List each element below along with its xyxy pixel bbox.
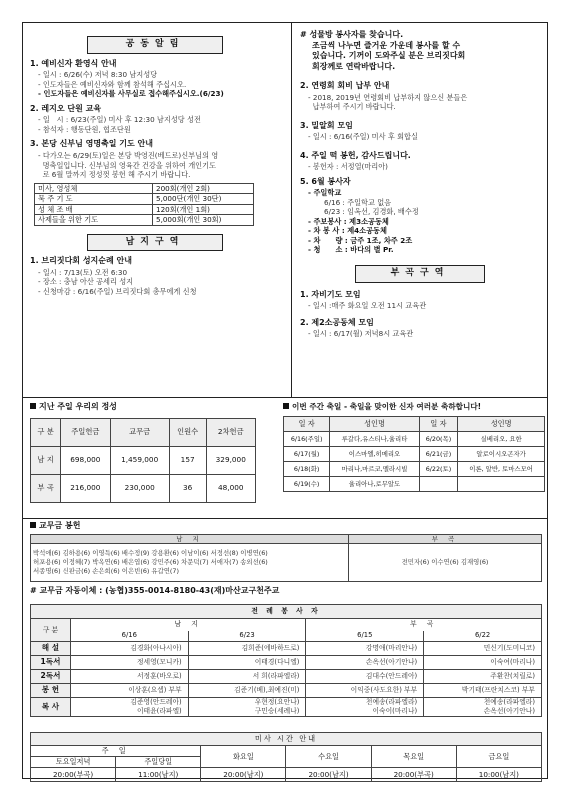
pilgrimage-section (30, 256, 280, 296)
offering-value: 698,000 (61, 446, 110, 474)
offering-value: 329,000 (206, 446, 255, 474)
feast-table (283, 416, 545, 492)
service-person: 김대수(안드레아) (306, 670, 424, 684)
prayer-table (34, 183, 254, 226)
volunteer-notice (300, 30, 540, 72)
service-person: 천예송(라파엘라) 손옥선(아기안나) (424, 698, 542, 717)
feast-header-cell: 성인명 (330, 417, 419, 432)
volunteer-line: 6/23 : 임옥선, 김경화, 배수정 (324, 207, 419, 217)
feast-saints: 율리아나,로무알도 (330, 477, 419, 492)
mass-day-header: 주일당일 (116, 757, 201, 768)
service-person: 김희준(에바하드로) (188, 642, 306, 656)
volunteer-line: 회장께로 연락바랍니다. (312, 61, 396, 71)
service-person: 이익중(사도요한) 부부 (306, 684, 424, 698)
notice-section (300, 151, 540, 172)
notice-title: 3. 밀알회 모임 (300, 120, 353, 130)
service-row (31, 642, 542, 656)
prayer-item: 성 체 조 배 (35, 204, 153, 215)
june-volunteers-section (300, 177, 540, 255)
feast-saints: 이스마엘,히메리오 (330, 447, 419, 462)
prayer-row (35, 183, 254, 194)
pilgrimage-line: - 신청마감 : 6/16(주일) 브리짓다회 총무에게 신청 (38, 286, 197, 296)
feast-row (284, 462, 545, 477)
notice-title: 1. 예비신자 환영식 안내 (30, 58, 117, 68)
bugok-sections (300, 290, 540, 339)
notice-line: - 일시 :매주 화요일 오전 11시 교육관 (308, 301, 427, 311)
service-person: 주환찬(치릴로) (424, 670, 542, 684)
notice-section (300, 290, 540, 311)
feast-date: 6/19(수) (284, 477, 330, 492)
mass-day-header: 금요일 (456, 746, 541, 768)
mass-table (30, 732, 542, 782)
service-region-row (31, 619, 542, 631)
feast-date: 6/21(금) (419, 447, 458, 462)
offering-row (31, 474, 256, 502)
feast-row (284, 447, 545, 462)
prayer-count: 120회(개인 1회) (153, 204, 254, 215)
feast-date: 6/22(토) (419, 462, 458, 477)
service-role: 1독서 (31, 656, 71, 670)
pilgrimage-line: - 일시 : 7/13(토) 오전 6:30 (38, 267, 128, 277)
notice-section (30, 59, 280, 99)
service-person: 이숙여(마리나) (424, 656, 542, 670)
offering-header-cell: 2차헌금 (206, 418, 255, 446)
feast-row (284, 477, 545, 492)
notice-line: - 참석자 : 행동단원, 협조단원 (38, 124, 131, 134)
column-divider (291, 23, 292, 397)
mass-time-row (31, 768, 542, 782)
notice-title: 1. 자비기도 모임 (300, 289, 361, 299)
volunteer-line: - 차 량 : 금주 1조, 차주 2조 (308, 235, 413, 245)
mass-time: 10:00(남지) (456, 768, 541, 782)
mass-title-row (31, 733, 542, 746)
volunteer-line: 6/16 : 주일학교 없음 (324, 197, 392, 207)
notice-title: 2. 연령회 회비 납부 안내 (300, 81, 390, 91)
service-region: 남 지 (70, 619, 306, 631)
service-date: 6/22 (424, 631, 542, 642)
service-person: 서정훈(바오로) (70, 670, 188, 684)
service-role: 해 설 (31, 642, 71, 656)
notice-line: - 2018, 2019년 연령회비 납부하지 않으신 분들은 (308, 92, 468, 102)
feast-saints: 알로이시오곤자가 (458, 447, 545, 462)
offering-row (31, 446, 256, 474)
notice-line: 로 6월 말까지 정성껏 봉헌 해 주시기 바랍니다. (38, 170, 191, 180)
mass-day-header: 토요일저녁 (31, 757, 116, 768)
service-row (31, 684, 542, 698)
auto-transfer-account: # 교무금 자동이체 : (농협)355-0014-8180-43(재)마산교구천주교 (30, 586, 280, 595)
feast-date: 6/16(주일) (284, 432, 330, 447)
offering-header-row (31, 418, 256, 446)
pilgrimage-title: 1. 브리짓다회 성지순례 안내 (30, 256, 132, 266)
service-row (31, 670, 542, 684)
prayer-row (35, 215, 254, 226)
service-date: 6/15 (306, 631, 424, 642)
service-person: 강명애(마리안나) (306, 642, 424, 656)
prayer-count: 200회(개인 2회) (153, 183, 254, 194)
service-person: 이태경(다니엘) (188, 656, 306, 670)
notice-section (300, 81, 540, 112)
feast-header-cell: 일 자 (419, 417, 458, 432)
square-bullet-icon (283, 403, 289, 409)
service-person: 민신기(도미니코) (424, 642, 542, 656)
mass-time: 11:00(남지) (116, 768, 201, 782)
volunteer-line: 있습니다. 기꺼이 도와주실 분은 브리짓다회 (312, 51, 466, 61)
dues-block (30, 521, 542, 597)
mass-time: 20:00(부곡) (371, 768, 456, 782)
service-region: 부 곡 (306, 619, 542, 631)
feast-date (419, 477, 458, 492)
mass-header-row (31, 746, 542, 757)
common-notice-header: 공동알림 (87, 36, 223, 54)
offering-value: 230,000 (110, 474, 169, 502)
service-title-row (31, 605, 542, 619)
volunteer-line: - 주보봉사 : 제3소공동체 (308, 216, 389, 226)
offering-region: 남 지 (31, 446, 61, 474)
notice-line: - 일 시 : 6/23(주일) 미사 후 12:30 남지성당 성전 (38, 115, 201, 125)
dues-namji-list (31, 544, 349, 582)
notice-title: 3. 본당 신부님 영명축일 기도 안내 (30, 139, 153, 149)
pilgrimage-line: - 장소 : 충남 아산 공세리 성지 (38, 277, 134, 287)
mass-time: 20:00(남지) (286, 768, 371, 782)
service-date: 6/23 (188, 631, 306, 642)
notice-line: - 인도자들은 예비신자와 함께 참석해 주십시오. (38, 79, 187, 89)
service-person: 서 희(라파엘라) (188, 670, 306, 684)
offering-value: 36 (169, 474, 206, 502)
feast-date: 6/20(목) (419, 432, 458, 447)
notice-line: 납부하여 주시기 바랍니다. (308, 102, 396, 112)
service-role: 봉 헌 (31, 684, 71, 698)
service-date: 6/16 (70, 631, 188, 642)
service-person: 우현정(요안나) 구민승(세례나) (188, 698, 306, 717)
prayer-count: 5,000단(개인 30단) (153, 194, 254, 205)
june-volunteers-title: 5. 6월 봉사자 (300, 176, 351, 186)
left-sections (30, 59, 280, 180)
square-bullet-icon (30, 522, 36, 528)
notice-section (30, 104, 280, 135)
service-person: 김준영(안드레아) 이태윤(라파엘) (70, 698, 188, 717)
notice-line: - 일시 : 6/26(수) 저녁 8:30 남지성당 (38, 70, 158, 80)
service-role: 2독서 (31, 670, 71, 684)
offering-table (30, 418, 256, 503)
service-block (30, 604, 542, 717)
left-column (30, 36, 280, 296)
square-bullet-icon (30, 403, 36, 409)
offering-value: 216,000 (61, 474, 110, 502)
notice-line: - 다가오는 6/29(토)일은 본당 박영진(베드로)신부님의 영 (38, 151, 219, 161)
offering-header-cell: 주일헌금 (61, 418, 110, 446)
feast-header-row (284, 417, 545, 432)
prayer-item: 미사, 영성체 (35, 183, 153, 194)
service-row (31, 698, 542, 717)
service-row (31, 656, 542, 670)
mass-title: 미사 시간 안내 (31, 733, 542, 746)
notice-title: 2. 레지오 단원 교육 (30, 103, 102, 113)
feast-saints: 루갈다,유스티나,율리타 (330, 432, 419, 447)
offering-value: 1,459,000 (110, 446, 169, 474)
service-person: 김준기(베),최예진(미) (188, 684, 306, 698)
horizontal-divider (23, 397, 548, 398)
dues-namji-line: 서종명(6) 신판금(6) 손은희(6) 이은빈(6) 유갑연(7) (33, 566, 179, 575)
feast-date: 6/18(화) (284, 462, 330, 477)
mass-day-header: 수요일 (286, 746, 371, 768)
notice-line: 명축일입니다. 신부님의 영육간 건강을 위하여 개인기도 (38, 160, 216, 170)
feast-saints: 이론, 알반, 토마스모어 (458, 462, 545, 477)
service-person: 정세영(모니카) (70, 656, 188, 670)
notice-section (300, 318, 540, 339)
volunteer-line: - 차 봉 사 : 제4소공동체 (308, 226, 387, 236)
mass-block (30, 732, 542, 782)
mass-day-header: 목요일 (371, 746, 456, 768)
offering-value: 48,000 (206, 474, 255, 502)
volunteer-line: 조금씩 나누면 즐거운 가운데 봉사를 할 수 (312, 40, 461, 50)
notice-section (30, 139, 280, 179)
feast-header-cell: 일 자 (284, 417, 330, 432)
namji-region-header: 남지구역 (87, 234, 223, 252)
feast-row (284, 432, 545, 447)
service-table (30, 604, 542, 717)
service-role: 복 사 (31, 698, 71, 717)
service-region-label: 구 분 (31, 619, 71, 642)
service-date-row (31, 631, 542, 642)
feast-saints: 마리나,마르코,멜라시빌 (330, 462, 419, 477)
volunteer-title: # 성물방 봉사자를 찾습니다. (300, 30, 404, 39)
offering-title: 지난 주일 우리의 정성 (39, 402, 117, 411)
feast-saints: 실베리오, 요한 (458, 432, 545, 447)
dues-namji-line: 허포용(6) 이정혜(7) 박옥연(6) 배은엽(6) 강민주(6) 차문덕(7) 서애자(7) 송외선(6) (33, 558, 268, 567)
notice-section (300, 121, 540, 142)
feast-saints (458, 477, 545, 492)
right-column (300, 30, 540, 339)
notice-line: - 일시 : 6/16(주일) 미사 후 회합실 (308, 132, 418, 142)
offering-header-cell: 교무금 (110, 418, 169, 446)
offering-block (30, 402, 270, 503)
service-person: 김경화(아나시아) (70, 642, 188, 656)
mass-day-header: 화요일 (201, 746, 286, 768)
prayer-item: 묵 주 기 도 (35, 194, 153, 205)
feast-block (283, 402, 545, 492)
notice-line: - 일시 : 6/17(월) 저녁8시 교육관 (308, 329, 414, 339)
service-person: 박기태(프란치스코) 부부 (424, 684, 542, 698)
dues-namji-line: 박석애(6) 김하용(6) 이영득(6) 배수정(9) 강용환(6) 이남이(6) 서정선(8) 이병연(6) (33, 549, 268, 558)
mass-sunday-header: 주 일 (31, 746, 201, 757)
prayer-row (35, 204, 254, 215)
offering-header-cell: 인원수 (169, 418, 206, 446)
service-person: 손옥선(아기안나) (306, 656, 424, 670)
notice-title: 4. 주일 떡 봉헌, 감사드립니다. (300, 150, 411, 160)
feast-title: 이번 주간 축일 - 축일을 맞이한 신자 여러분 축하합니다! (292, 402, 482, 411)
feast-date: 6/17(월) (284, 447, 330, 462)
right-sections (300, 81, 540, 172)
mass-time: 20:00(부곡) (31, 768, 116, 782)
notice-line: - 봉헌자 : 서정열(마리아) (308, 162, 388, 172)
prayer-row (35, 194, 254, 205)
prayer-count: 5,000회(개인 30회) (153, 215, 254, 226)
service-title: 전 례 봉 사 자 (31, 605, 542, 619)
mass-time: 20:00(남지) (201, 768, 286, 782)
volunteer-line: - 주일학교 (308, 188, 342, 198)
service-person: 이상훈(요셉) 부부 (70, 684, 188, 698)
prayer-item: 사제들을 위한 기도 (35, 215, 153, 226)
bugok-region-header: 부곡구역 (355, 265, 485, 283)
volunteer-line: - 청 소 : 바다의 별 Pr. (308, 245, 394, 255)
service-person: 천예송(라파엘라) 이숙이(마리나) (306, 698, 424, 717)
feast-header-cell: 성인명 (458, 417, 545, 432)
notice-line: - 인도자들은 예비신자를 사무실로 접수해주십시오.(6/23) (38, 89, 224, 99)
offering-header-cell: 구 분 (31, 418, 61, 446)
dues-table (30, 534, 542, 582)
horizontal-divider (23, 518, 548, 519)
dues-bugok-header: 부 곡 (349, 534, 542, 543)
notice-title: 2. 제2소공동체 모임 (300, 317, 374, 327)
offering-value: 157 (169, 446, 206, 474)
dues-bugok-list: 전민자(6) 이수연(6) 김재영(6) (349, 544, 542, 582)
dues-namji-header: 남 지 (31, 534, 349, 543)
dues-title: 교무금 봉헌 (39, 521, 81, 530)
offering-region: 부 곡 (31, 474, 61, 502)
